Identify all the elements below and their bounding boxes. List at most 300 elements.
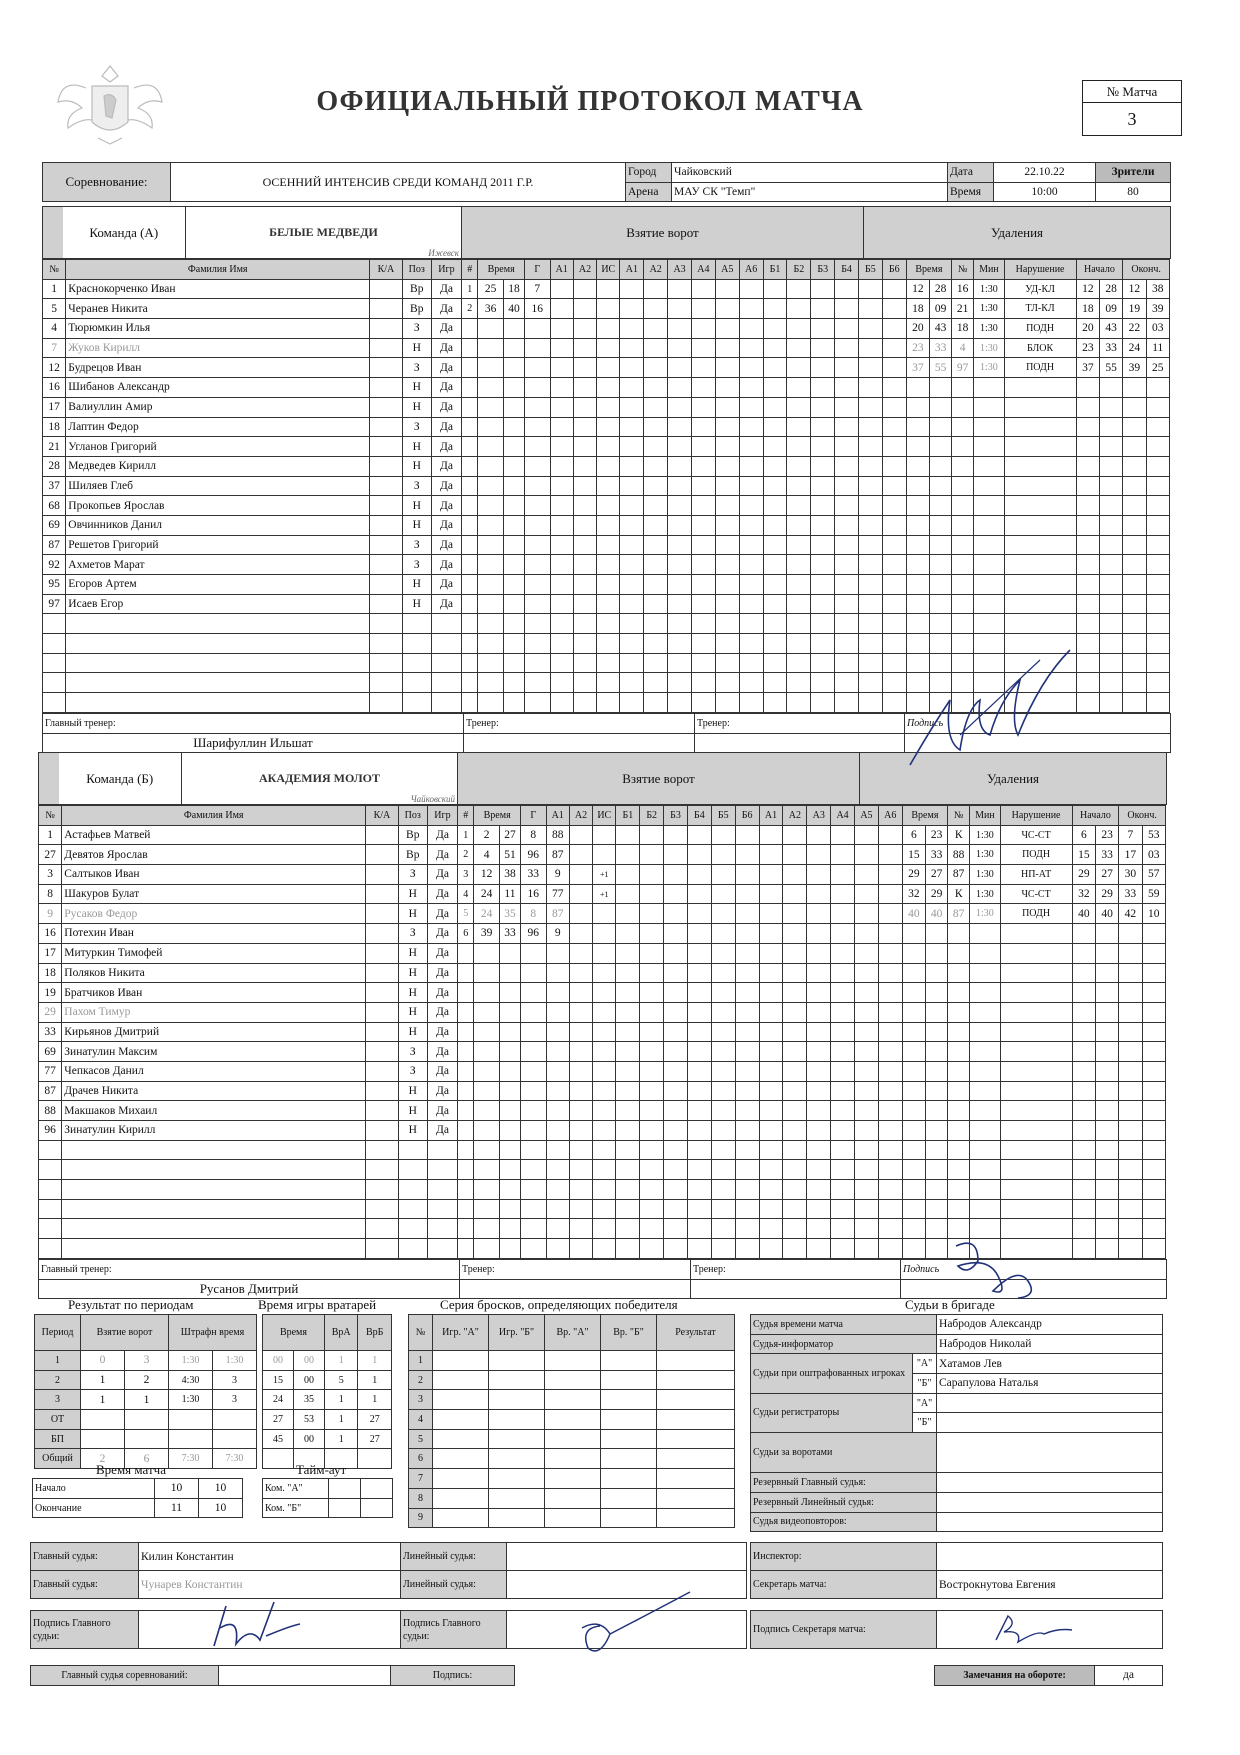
officials-title: Судьи в бригаде — [905, 1297, 995, 1312]
team-a-goal-second — [503, 575, 524, 595]
team-a-goal-scorer — [524, 358, 550, 378]
team-a-coach-label: Тренер: — [464, 713, 695, 733]
team-a-pen-start-sec: 09 — [1099, 299, 1122, 319]
team-a-header-21: Б4 — [835, 260, 859, 280]
team-a-pen-player — [952, 555, 974, 575]
team-a-goal-onice — [882, 319, 906, 339]
team-a-goal-onice — [882, 299, 906, 319]
team-b-pen-player: К — [948, 884, 970, 904]
team-a-pen-violation — [1004, 555, 1076, 575]
team-b-pen-end-min: 30 — [1119, 865, 1142, 885]
shootout-cell — [433, 1370, 489, 1390]
team-b-goal-onice — [711, 1042, 735, 1062]
team-b-goal-onice — [687, 1160, 711, 1180]
team-a-goal-onice — [859, 634, 883, 654]
team-a-goal-onice — [859, 437, 883, 457]
team-a-goal-onice — [787, 437, 811, 457]
team-a-goal-assist1 — [550, 417, 573, 437]
match-end-h: 11 — [155, 1498, 199, 1518]
team-a-pen-start-min — [1076, 515, 1099, 535]
team-a-player-number — [43, 614, 66, 634]
team-a-goal-onice — [835, 338, 859, 358]
team-a-goal-onice — [787, 515, 811, 535]
team-a-goal-onice — [763, 358, 787, 378]
team-b-goal-onice — [640, 1002, 664, 1022]
team-a-goal-assist2 — [573, 673, 596, 693]
team-a-goal-onice — [620, 673, 644, 693]
team-a-goal-situation — [597, 555, 620, 575]
team-a-goal-assist2 — [573, 693, 596, 713]
team-a-pen-violation — [1004, 417, 1076, 437]
shootout-h-ga: Вр. "А" — [545, 1315, 601, 1351]
team-a-header-29: Начало — [1076, 260, 1123, 280]
team-b-goal-onice — [735, 1022, 759, 1042]
team-a-goal-onice — [787, 397, 811, 417]
team-b-goal-onice — [711, 1101, 735, 1121]
team-a-goal-onice — [715, 299, 739, 319]
team-a-player-pos: Н — [402, 575, 431, 595]
team-a-pen-start-min — [1076, 614, 1099, 634]
team-b-player-name: Зинатулин Максим — [62, 1042, 366, 1062]
team-b-player-pos — [398, 1219, 427, 1239]
team-a-goal-onice — [620, 358, 644, 378]
team-b-pen-minute — [902, 1042, 925, 1062]
team-a-pen-minute: 23 — [906, 338, 929, 358]
period-goals-a: 0 — [81, 1351, 125, 1371]
team-a-pen-end-sec — [1146, 515, 1169, 535]
team-a-penalties-title: Удаления — [864, 207, 1171, 259]
team-a-pen-minute — [906, 496, 929, 516]
team-a-header-11: ИС — [597, 260, 620, 280]
team-b-pen-player: К — [948, 825, 970, 845]
city-value: Чайковский — [672, 163, 948, 183]
team-b-pen-violation — [1000, 963, 1072, 983]
penalty-a-value: Хатамов Лев — [937, 1354, 1163, 1374]
team-a-goal-onice — [859, 614, 883, 634]
team-b-player-played: Да — [427, 1101, 457, 1121]
team-a-goal-number — [462, 417, 478, 437]
team-b-player-ka — [366, 1160, 399, 1180]
team-b-goal-onice — [759, 1140, 783, 1160]
team-b-goal-onice — [878, 1121, 902, 1141]
team-b-goal-onice — [759, 983, 783, 1003]
team-a-goal-minute — [478, 437, 504, 457]
team-a-goal-onice — [620, 535, 644, 555]
team-b-goal-onice — [616, 1002, 640, 1022]
team-b-pen-start-min — [1072, 1101, 1095, 1121]
team-a-goal-onice — [644, 673, 668, 693]
team-b-goal-assist1: 87 — [546, 904, 569, 924]
team-a-pen-minute — [906, 653, 929, 673]
team-b-goal-minute — [474, 1239, 500, 1259]
team-a-player-ka — [370, 378, 403, 398]
period-pen-b: 3 — [213, 1390, 257, 1410]
team-b-goal-onice — [616, 845, 640, 865]
team-a-player-ka — [370, 575, 403, 595]
team-b-goal-situation — [593, 983, 616, 1003]
team-a-goal-onice — [882, 535, 906, 555]
team-a-goal-second — [503, 555, 524, 575]
team-a-goal-onice — [763, 437, 787, 457]
team-b-goal-onice — [687, 865, 711, 885]
table-row — [39, 884, 1166, 904]
team-b-goal-situation — [593, 1002, 616, 1022]
team-a-pen-second — [930, 693, 952, 713]
team-a-goal-onice — [859, 673, 883, 693]
team-a-goal-onice — [835, 515, 859, 535]
team-a-goal-assist2 — [573, 515, 596, 535]
team-b-player-played: Да — [427, 845, 457, 865]
team-a-pen-minutes — [974, 555, 1004, 575]
team-a-goal-onice — [835, 378, 859, 398]
team-a-pen-violation: ТЛ-КЛ — [1004, 299, 1076, 319]
period-goals-a: 1 — [81, 1390, 125, 1410]
team-b-pen-start-min — [1072, 1022, 1095, 1042]
team-b-goal-onice — [807, 963, 831, 983]
team-a-header — [42, 206, 1171, 259]
document-title: ОФИЦИАЛЬНЫЙ ПРОТОКОЛ МАТЧА — [316, 86, 864, 117]
team-a-goal-minute — [478, 535, 504, 555]
team-b-pen-violation — [1000, 1180, 1072, 1200]
goalie-h-b: ВрБ — [358, 1315, 392, 1351]
team-a-header-24: Время — [906, 260, 951, 280]
shootout-cell — [433, 1429, 489, 1449]
team-b-goal-minute — [474, 1160, 500, 1180]
team-a-player-name: Шиляев Глеб — [66, 476, 370, 496]
team-a-pen-end-min — [1123, 575, 1146, 595]
team-b-pen-minutes — [970, 1042, 1000, 1062]
team-b-goal-onice — [759, 924, 783, 944]
team-a-pen-start-min — [1076, 673, 1099, 693]
team-a-pen-start-sec — [1099, 693, 1122, 713]
team-b-goal-onice — [759, 1061, 783, 1081]
shootout-cell — [657, 1469, 735, 1489]
team-b-goal-onice — [664, 1140, 688, 1160]
ref-signatures-table — [30, 1610, 747, 1649]
team-b-pen-start-min: 40 — [1072, 904, 1095, 924]
team-a-goal-onice — [620, 319, 644, 339]
team-b-player-name: Салтыков Иван — [62, 865, 366, 885]
team-b-pen-second — [926, 1061, 948, 1081]
team-b-pen-end-sec — [1142, 1042, 1165, 1062]
team-b-player-ka — [366, 1002, 399, 1022]
team-b-goal-onice — [855, 1160, 879, 1180]
main-ref2-label: Главный судья: — [31, 1571, 139, 1599]
team-a-pen-start-sec: 33 — [1099, 338, 1122, 358]
team-b-goal-onice — [831, 1081, 855, 1101]
table-row — [43, 279, 1170, 299]
team-b-player-name: Астафьев Матвей — [62, 825, 366, 845]
team-a-pen-violation — [1004, 594, 1076, 614]
team-a-goal-onice — [620, 299, 644, 319]
team-a-player-name: Ахметов Марат — [66, 555, 370, 575]
team-a-pen-minute — [906, 555, 929, 575]
team-a-goal-second — [503, 456, 524, 476]
team-b-goal-onice — [640, 904, 664, 924]
shootout-table — [408, 1314, 735, 1528]
team-b-goal-onice — [855, 904, 879, 924]
team-b-player-name: Митуркин Тимофей — [62, 943, 366, 963]
team-b-goal-assist2 — [569, 845, 592, 865]
team-a-pen-start-min — [1076, 437, 1099, 457]
team-a-player-name: Егоров Артем — [66, 575, 370, 595]
table-row — [39, 1042, 1166, 1062]
team-b-goal-onice — [807, 1160, 831, 1180]
team-b-goal-onice — [759, 1081, 783, 1101]
team-b-pen-start-sec — [1095, 1121, 1118, 1141]
team-b-goal-second: 33 — [499, 924, 520, 944]
team-b-goal-assist2 — [569, 825, 592, 845]
team-b-pen-player — [948, 1180, 970, 1200]
shootout-cell — [601, 1508, 657, 1528]
team-b-player-played: Да — [427, 1042, 457, 1062]
team-b-goal-minute — [474, 943, 500, 963]
team-a-pen-end-min — [1123, 634, 1146, 654]
team-b-pen-end-min — [1119, 1081, 1142, 1101]
team-b-goal-onice — [687, 825, 711, 845]
team-b-goal-onice — [807, 1199, 831, 1219]
team-b-goal-minute: 24 — [474, 904, 500, 924]
team-b-pen-start-sec — [1095, 1022, 1118, 1042]
team-a-header-2: К/А — [370, 260, 403, 280]
timekeeper-label: Судья времени матча — [751, 1315, 937, 1335]
team-b-goal-onice — [759, 963, 783, 983]
team-b-goal-assist2 — [569, 1002, 592, 1022]
team-b-goal-onice — [687, 1140, 711, 1160]
main-ref1-label: Главный судья: — [31, 1543, 139, 1571]
goalie-a: 1 — [324, 1429, 358, 1449]
team-b-pen-end-min: 42 — [1119, 904, 1142, 924]
team-a-goal-number — [462, 319, 478, 339]
shootout-number: 9 — [409, 1508, 433, 1528]
team-a-player-played: Да — [431, 397, 461, 417]
team-a-goal-onice — [668, 653, 692, 673]
team-b-goal-onice — [831, 865, 855, 885]
table-row — [409, 1508, 735, 1528]
team-b-pen-start-min — [1072, 1180, 1095, 1200]
team-a-goal-onice — [811, 417, 835, 437]
team-b-player-number: 27 — [39, 845, 62, 865]
team-a-pen-end-min — [1123, 555, 1146, 575]
team-a-goal-onice — [835, 535, 859, 555]
penalty-b-mark: "Б" — [913, 1374, 937, 1394]
shootout-h-res: Результат — [657, 1315, 735, 1351]
team-b-pen-end-sec — [1142, 963, 1165, 983]
team-a-goal-second — [503, 476, 524, 496]
team-b-goal-onice — [759, 825, 783, 845]
goalie-b: 1 — [358, 1351, 392, 1371]
periods-h-goals: Взятие ворот — [81, 1315, 169, 1351]
team-a-goal-minute: 36 — [478, 299, 504, 319]
team-a-pen-second — [930, 496, 952, 516]
team-b-goal-onice — [687, 1081, 711, 1101]
team-b-goal-onice — [664, 884, 688, 904]
team-a-goal-onice — [739, 456, 763, 476]
team-a-player-number: 5 — [43, 299, 66, 319]
team-b-pen-start-min: 32 — [1072, 884, 1095, 904]
team-b-goal-onice — [831, 963, 855, 983]
team-a-player-name: Жуков Кирилл — [66, 338, 370, 358]
team-a-goal-onice — [835, 417, 859, 437]
team-b-goal-onice — [783, 1239, 807, 1259]
team-b-goal-onice — [711, 1160, 735, 1180]
team-b-player-number — [39, 1219, 62, 1239]
team-b-goal-onice — [616, 1081, 640, 1101]
team-b-goal-situation — [593, 1081, 616, 1101]
team-a-pen-minutes — [974, 575, 1004, 595]
team-a-pen-second: 28 — [930, 279, 952, 299]
team-b-goal-assist2 — [569, 1101, 592, 1121]
team-b-name-cell — [182, 753, 458, 805]
team-a-pen-second — [930, 417, 952, 437]
team-a-goal-situation — [597, 496, 620, 516]
team-b-section — [38, 752, 1166, 1299]
team-a-goal-minute — [478, 653, 504, 673]
team-a-goal-onice — [739, 397, 763, 417]
team-b-goal-scorer — [520, 1002, 546, 1022]
team-b-player-name — [62, 1219, 366, 1239]
team-a-goal-second — [503, 417, 524, 437]
team-b-header-28: Нарушение — [1000, 806, 1072, 826]
team-b-pen-end-sec — [1142, 1239, 1165, 1259]
team-a-city: Ижевск — [428, 248, 459, 258]
goalie-minute: 24 — [263, 1390, 294, 1410]
team-b-goal-second — [499, 1121, 520, 1141]
team-b-goal-situation — [593, 963, 616, 983]
team-b-pen-second — [926, 924, 948, 944]
team-b-pen-minute — [902, 943, 925, 963]
team-a-pen-second — [930, 575, 952, 595]
team-b-goal-scorer: 96 — [520, 924, 546, 944]
team-a-header-8: Г — [524, 260, 550, 280]
team-a-goal-onice — [882, 693, 906, 713]
team-a-goal-onice — [620, 456, 644, 476]
team-a-goal-assist2 — [573, 653, 596, 673]
team-b-player-ka — [366, 825, 399, 845]
match-number-box — [1082, 80, 1182, 136]
goalie-second: 00 — [293, 1429, 324, 1449]
team-a-pen-minutes — [974, 397, 1004, 417]
team-a-pen-minute — [906, 673, 929, 693]
team-a-pen-minute: 12 — [906, 279, 929, 299]
team-a-goal-assist1 — [550, 437, 573, 457]
spectators-label: Зрители — [1096, 163, 1171, 183]
team-b-pen-second: 29 — [926, 884, 948, 904]
table-row — [39, 1140, 1166, 1160]
team-b-goal-onice — [735, 1101, 759, 1121]
team-a-goal-number — [462, 358, 478, 378]
team-b-player-name: Шакуров Булат — [62, 884, 366, 904]
team-b-goal-onice — [855, 983, 879, 1003]
team-b-goal-onice — [878, 1081, 902, 1101]
team-b-pen-minutes — [970, 1081, 1000, 1101]
team-b-goal-onice — [687, 1042, 711, 1062]
match-start-m: 10 — [199, 1479, 243, 1499]
team-b-player-ka — [366, 1042, 399, 1062]
team-a-pen-end-min: 39 — [1123, 358, 1146, 378]
team-a-player-name: Решетов Григорий — [66, 535, 370, 555]
team-a-goal-assist2 — [573, 496, 596, 516]
team-b-player-number — [39, 1199, 62, 1219]
team-a-goal-onice — [715, 614, 739, 634]
team-b-header-26: № — [948, 806, 970, 826]
match-end-label: Окончание — [33, 1498, 155, 1518]
team-a-player-ka — [370, 693, 403, 713]
team-a-player-name: Краснокорченко Иван — [66, 279, 370, 299]
team-a-player-ka — [370, 358, 403, 378]
team-b-goal-onice — [687, 1022, 711, 1042]
team-b-pen-end-min — [1119, 963, 1142, 983]
team-b-goal-onice — [783, 963, 807, 983]
team-a-goal-onice — [620, 378, 644, 398]
team-b-goal-second — [499, 983, 520, 1003]
team-b-pen-minutes — [970, 1061, 1000, 1081]
team-a-pen-player — [952, 456, 974, 476]
team-b-goal-onice — [640, 865, 664, 885]
team-b-goal-onice — [855, 924, 879, 944]
team-a-pen-minute — [906, 417, 929, 437]
team-a-goal-onice — [859, 594, 883, 614]
team-b-goal-onice — [831, 845, 855, 865]
team-a-player-pos — [402, 634, 431, 654]
team-b-pen-end-sec — [1142, 1081, 1165, 1101]
team-a-goal-onice — [811, 653, 835, 673]
team-b-player-played: Да — [427, 963, 457, 983]
team-b-header-20: А3 — [807, 806, 831, 826]
team-b-goal-onice — [855, 1199, 879, 1219]
team-a-goal-onice — [763, 634, 787, 654]
team-a-goal-onice — [763, 555, 787, 575]
team-b-goal-onice — [831, 943, 855, 963]
team-a-player-played: Да — [431, 456, 461, 476]
team-b-pen-minutes — [970, 943, 1000, 963]
team-b-header-22: А5 — [855, 806, 879, 826]
team-a-goal-onice — [691, 437, 715, 457]
team-a-player-name — [66, 693, 370, 713]
team-b-goal-onice — [807, 825, 831, 845]
team-a-label: Команда (А) — [63, 207, 186, 259]
team-a-pen-minutes — [974, 594, 1004, 614]
team-a-pen-second — [930, 673, 952, 693]
team-a-pen-start-sec — [1099, 575, 1122, 595]
team-b-goal-onice — [807, 1219, 831, 1239]
team-b-goal-assist2 — [569, 1140, 592, 1160]
team-b-player-pos: Н — [398, 1101, 427, 1121]
team-b-pen-player — [948, 1002, 970, 1022]
team-b-goal-onice — [616, 963, 640, 983]
team-b-header-14: Б3 — [664, 806, 688, 826]
team-a-goal-onice — [859, 653, 883, 673]
team-a-goal-minute — [478, 575, 504, 595]
team-a-player-played: Да — [431, 417, 461, 437]
match-start-label: Начало — [33, 1479, 155, 1499]
team-a-header-14: А3 — [668, 260, 692, 280]
table-row — [43, 693, 1170, 713]
team-a-player-played: Да — [431, 476, 461, 496]
team-a-goal-onice — [668, 594, 692, 614]
team-a-goal-number — [462, 594, 478, 614]
match-time-title: Время матча — [96, 1462, 166, 1477]
team-b-roster-table — [38, 805, 1166, 1259]
table-row — [39, 1160, 1166, 1180]
team-b-goal-scorer — [520, 1101, 546, 1121]
team-a-name: БЕЛЫЕ МЕДВЕДИ — [269, 225, 378, 239]
team-b-goal-onice — [664, 845, 688, 865]
team-a-goal-number — [462, 515, 478, 535]
team-a-goal-onice — [620, 397, 644, 417]
table-row — [35, 1370, 257, 1390]
team-a-player-ka — [370, 653, 403, 673]
